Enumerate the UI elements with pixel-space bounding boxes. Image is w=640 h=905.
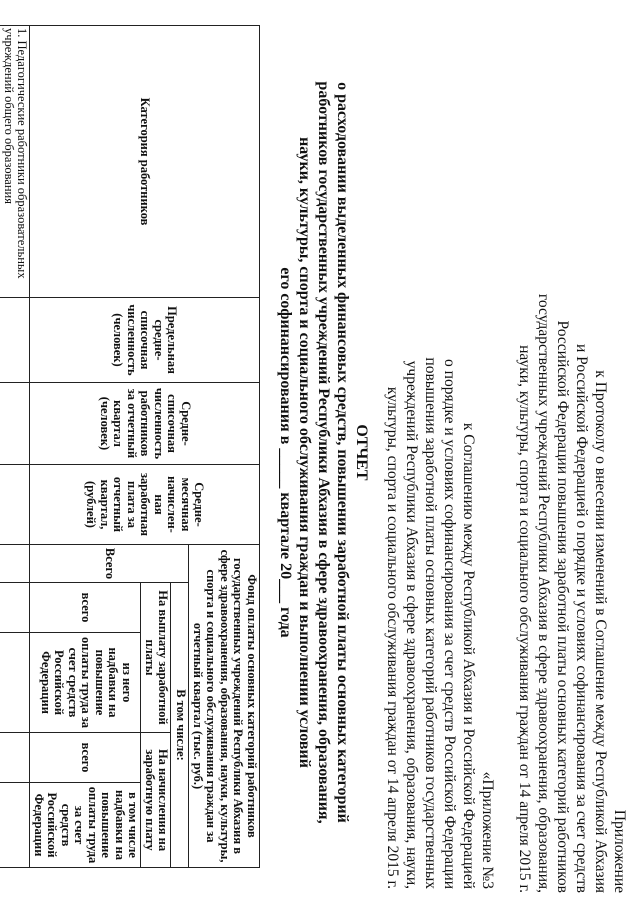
report-title-line: его софинансирования в _____ квартале 20___ года <box>277 267 294 638</box>
header-line: к Протоколу о внесении изменений в Соглашение между Республикой Абхазия <box>592 370 609 893</box>
header-line: Приложение <box>611 809 628 893</box>
row-cell <box>0 633 30 733</box>
header-line: к Соглашению между Республикой Абхазия и Российской Федерацией <box>460 422 477 889</box>
max-headcount-header: Предельная средне-списочная численность (человек) <box>30 298 260 383</box>
salary-payment-header: На выплату заработной платы <box>141 583 171 733</box>
report-title-line: о расходовании выделенных финансовых средств, повышении заработной платы основных категорий <box>334 82 351 823</box>
report-title-line: работников государственных учреждений Республики Абхазия в сфере здравоохранения, образования, <box>315 81 332 824</box>
header-line: и Российской Федерацией о порядке и условиях софинансирования за счет средств <box>573 343 590 893</box>
header-line: о порядке и условиях софинансирования за счет средств Российской Федерации <box>441 359 458 889</box>
row-cell <box>0 465 30 545</box>
header-line: государственных учреждений Республики Абхазия в сфере здравоохранения, образования, <box>535 293 552 893</box>
accruals-total-header: всего <box>30 733 141 783</box>
avg-salary-header: Средне-месячная начислен-ная заработная плата за отчетный квартал, (рублей) <box>30 465 260 545</box>
header-line: повышения заработной платы основных категорий работников государственных <box>422 357 439 889</box>
accrual-increase-header: в том числе надбавки на повышение оплаты труда за счет средств Российской Федерации <box>30 783 141 868</box>
report-heading: ОТЧЕТ <box>353 424 370 481</box>
table-row <box>0 26 30 868</box>
including-header: В том числе: <box>171 583 189 868</box>
salary-total-header: всего <box>30 583 141 633</box>
row-cell <box>0 733 30 783</box>
accruals-header: На начисления на заработную плату <box>141 733 171 868</box>
avg-headcount-header: Средне-списочная численность работников за отчетный квартал (человек) <box>30 383 260 465</box>
report-title-line: науки, культуры, спорта и социального обслуживания граждан и выполнении условий <box>296 137 313 768</box>
salary-increase-header: из него надбавки на повышение оплаты труда за счет средств Российской Федерации <box>30 633 141 733</box>
row-cell <box>0 383 30 465</box>
protocol-appendix-header <box>514 13 628 893</box>
fund-total-header: Всего <box>30 545 189 583</box>
category-header: Категория работников <box>30 26 260 298</box>
header-line: культуры, спорта и социального обслуживания граждан от 14 апреля 2015 г. <box>384 386 401 889</box>
header-line: науки, культуры, спорта и социального обслуживания граждан от 14 апреля 2015 г. <box>516 345 533 893</box>
header-line: «Приложение №3 <box>479 771 496 889</box>
row-cell <box>0 545 30 583</box>
row-category: 1. Педагогические работники образовательных учреждений общего образования <box>0 26 30 298</box>
agreement-appendix-header <box>382 9 496 889</box>
header-line: Российской Федерации повышения заработной платы основных категорий работников <box>554 320 571 893</box>
header-line: учреждений Республики Абхазия в сфере здравоохранения, образования, науки, <box>403 360 420 889</box>
row-cell <box>0 583 30 633</box>
row-cell <box>0 298 30 383</box>
report-table <box>0 25 260 868</box>
report-title <box>275 0 370 905</box>
salary-fund-header: Фонд оплаты основных категорий работников государственных учреждений Республики Абхазия в сфере здравоохранения, образования, науки, культуры, спорта и социального обслуживания граждан за отчетный квартал (тыс. руб.) <box>189 545 260 868</box>
row-cell <box>0 783 30 868</box>
